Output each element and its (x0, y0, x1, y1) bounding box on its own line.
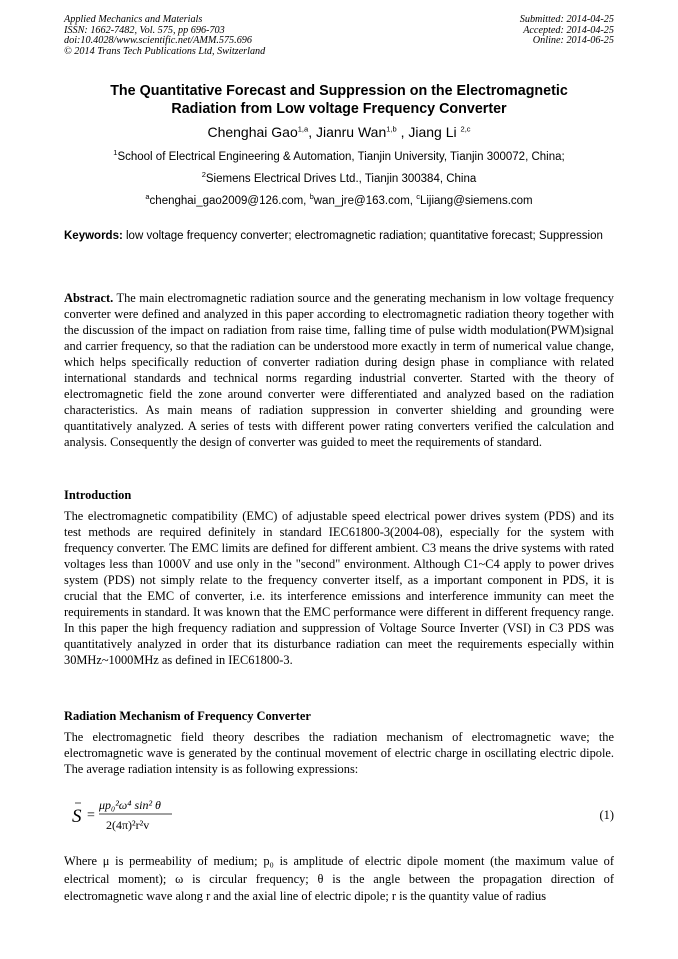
equation-number: (1) (599, 808, 614, 822)
author-3-sup: 2,c (460, 124, 471, 134)
issn-line: ISSN: 1662-7482, Vol. 575, pp 696-703 (64, 24, 225, 36)
introduction-text: The electromagnetic compatibility (EMC) of adjustable speed electrical power drives system (PDS) and its test methods are required definitely in standard IEC61800-3(2004-08), especially for the system with frequency converter. The EMC limits are defined for different ambient. C3 means the drive systems with rated voltages less than 1000V and use only in the "second" environment. Although C1~C4 apply to power drives system (PDS) not simply relate to the frequency converter itself, as a important component in PDS, it is crucial that the EMC of converter, i.e. its interference emissions and interference immunity can meet the requirements in standard. It was known that the EMC performance were different in different frequency range. In this paper the high frequency radiation and suppression of Voltage Source Inverter (VSI) in C3 PDS was quantitatively analyzed in order that its disturbance radiation can meet the requirements especially within 30MHz~1000MHz as defined in IEC61800-3. (64, 509, 614, 667)
aff2-text: Siemens Electrical Drives Ltd., Tianjin 300384, China (205, 173, 477, 185)
eq-denominator: 2(4π)²r²v (106, 818, 150, 832)
dates-header (520, 15, 614, 47)
author-2: , Jianru Wan (308, 124, 387, 140)
paper-title (40, 82, 638, 118)
eq-equals: = (87, 808, 95, 823)
author-2-sup: 1,b (386, 124, 397, 134)
email-b-sup: b (309, 192, 314, 202)
radiation-text: The electromagnetic field theory describes the radiation mechanism of electromagnetic wave; the electromagnetic wave is generated by the continual movement of electric charge in oscillating electric dipole. The average radiation intensity is as following expressions: (64, 730, 614, 776)
journal-header (64, 15, 265, 57)
affiliation-1 (40, 150, 638, 164)
equation-1 (64, 795, 614, 835)
email-c: Lijiang@siemens.com (419, 195, 533, 207)
eq-lhs: S (72, 806, 82, 827)
aff1-sup: 1 (113, 148, 118, 158)
where-text: Where μ is permeability of medium; p₀ is amplitude of electric dipole moment (the maximum value of electrical moment); ω is circular frequency; θ is the angle between the propagation direction of electromagnetic wave along r and the axial line of electric dipole; r is the quantity value of radius (64, 854, 614, 903)
abstract-text: The main electromagnetic radiation source and the generating mechanism in low voltage frequency converter were defined and analyzed in this paper according to electromagnetic radiation theory together with the discussion of the impact on radiation from raise time, falling time of pulse width modulation(PWM)signal and carrier frequency, so that the radiation can be understood more exactly in term of numerical value change, which helps specifically reduction of converter radiation during design phase in compliance with related international standards and technical norms regarding industrial converter. Started with the theory of electromagnetic field the zone around converter were differentiated and analyzed based on the radiation characteristics. As main means of radiation suppression in converter shielding and grounding were quantitatively analyzed. A series of tests with different power rating converters verified the calculation and analysis. Consequently the design of converter was guided to meet the requirements of standard. (64, 291, 614, 449)
equation-graphic (64, 795, 204, 835)
email-a-sup: a (145, 192, 150, 202)
eq-numerator: μp₀²ω⁴ sin² θ (99, 798, 161, 812)
author-list (40, 123, 638, 141)
aff1-text: School of Electrical Engineering & Automation, Tianjin University, Tianjin 300072, China; (117, 151, 565, 163)
abstract-label: Abstract. (64, 291, 114, 305)
email-c-sup: c (416, 192, 420, 202)
online-date: Online: 2014-06-25 (532, 35, 614, 47)
accepted-date: Accepted: 2014-04-25 (523, 24, 614, 36)
submitted-date: Submitted: 2014-04-25 (519, 14, 614, 25)
keywords-label: Keywords: (64, 230, 123, 242)
author-1-sup: 1,a (297, 124, 309, 134)
email-b: wan_jre@163.com, (313, 195, 417, 207)
copyright-line: © 2014 Trans Tech Publications Ltd, Switzerland (64, 45, 266, 57)
aff2-sup: 2 (201, 170, 206, 180)
keywords-text: low voltage frequency converter; electromagnetic radiation; quantitative forecast; Suppression (122, 230, 603, 242)
title-line-1: The Quantitative Forecast and Suppression on the Electromagnetic (110, 83, 568, 99)
affiliation-2 (40, 172, 638, 186)
email-a: chenghai_gao2009@126.com, (149, 195, 310, 207)
email-line (40, 194, 638, 208)
radiation-heading: Radiation Mechanism of Frequency Converter (64, 709, 311, 723)
introduction-heading: Introduction (64, 488, 132, 502)
abstract-block (64, 290, 614, 450)
journal-name: Applied Mechanics and Materials (64, 14, 203, 25)
doi-line: doi:10.4028/www.scientific.net/AMM.575.696 (64, 35, 252, 47)
author-1: Chenghai Gao (207, 124, 298, 140)
keywords-block (64, 229, 614, 244)
author-3: , Jiang Li (396, 124, 461, 140)
title-line-2: Radiation from Low voltage Frequency Converter (171, 101, 507, 117)
